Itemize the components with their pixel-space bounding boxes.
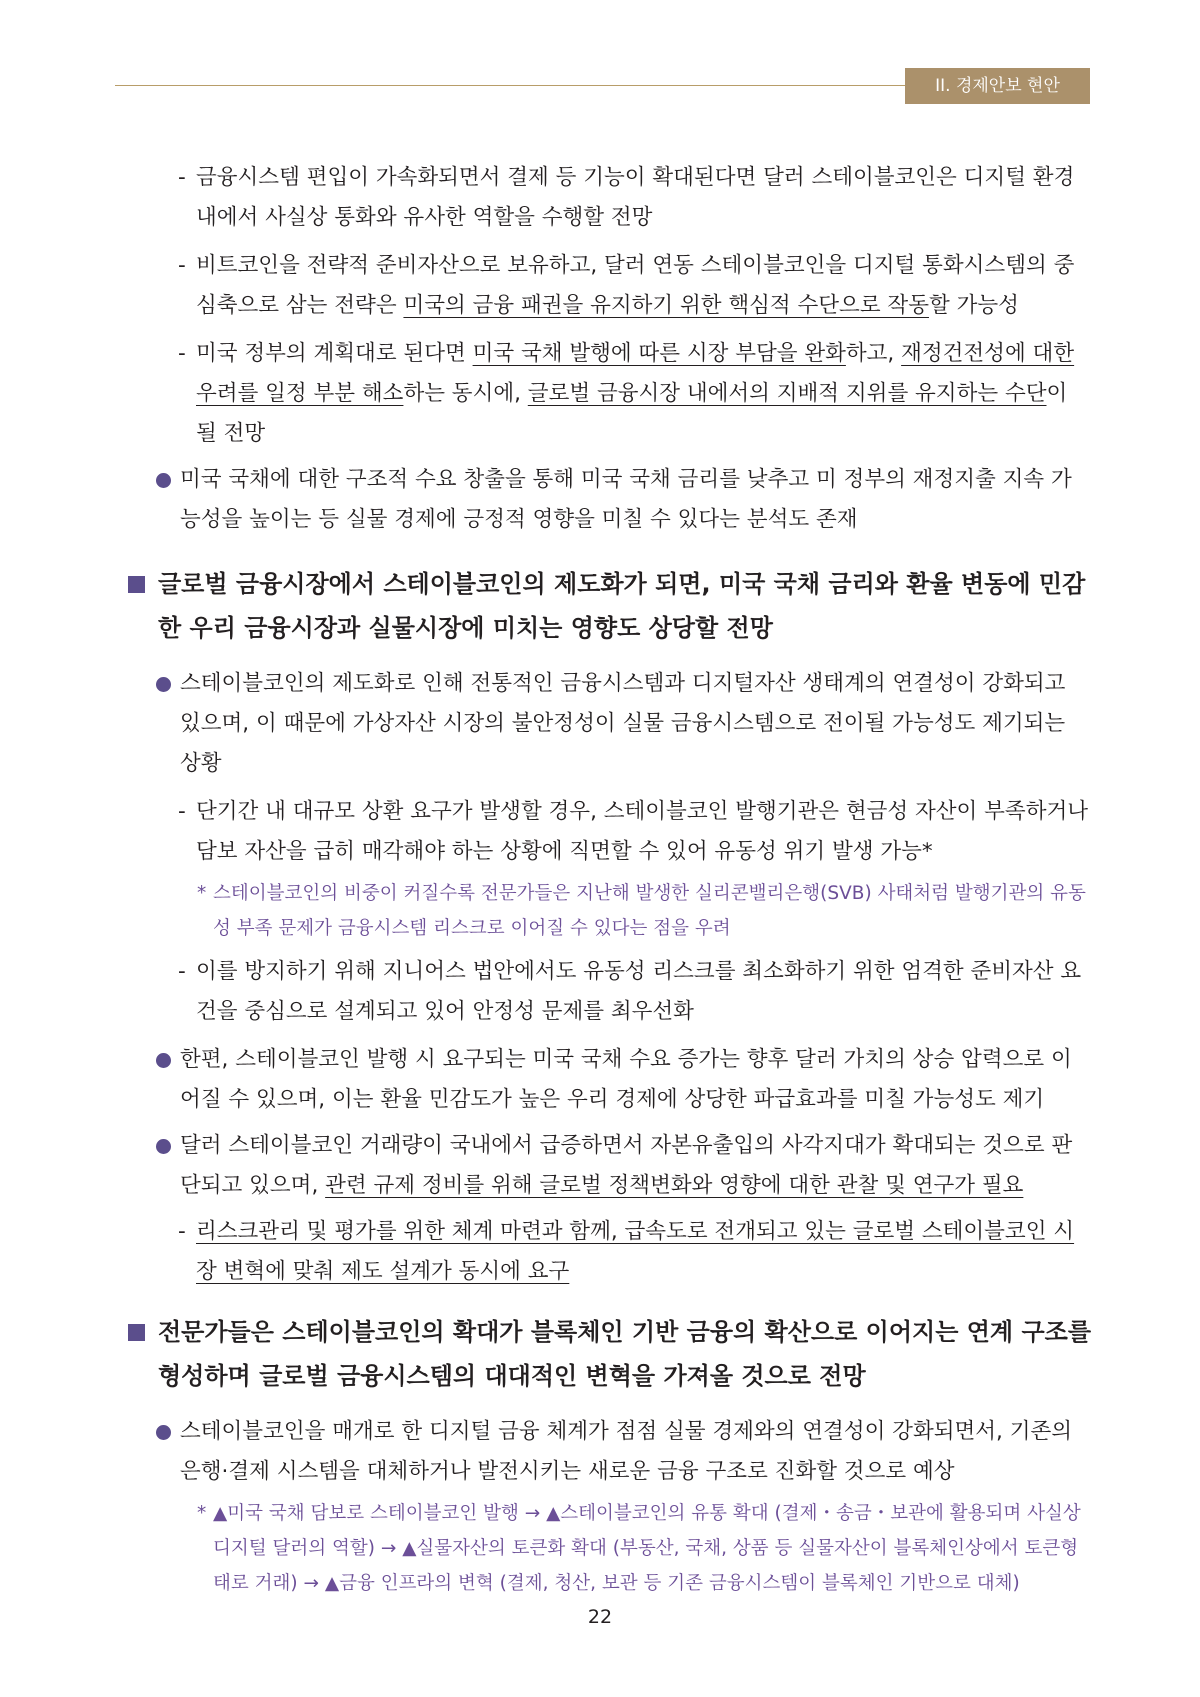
item-text xyxy=(196,792,1090,872)
document-body xyxy=(0,158,1200,1601)
item-text xyxy=(213,1496,1090,1601)
dash-marker: - xyxy=(178,253,186,278)
text-segment: 미국 정부의 계획대로 된다면 xyxy=(196,341,473,366)
item-text xyxy=(196,334,1090,454)
dash-item xyxy=(0,1212,1090,1292)
page-number: 22 xyxy=(587,1606,613,1628)
underlined-text: 관련 규제 정비를 위해 글로벌 정책변화와 영향에 대한 관찰 및 연구가 필요 xyxy=(325,1173,1024,1198)
item-text xyxy=(158,562,1094,650)
dash-marker: - xyxy=(178,799,186,824)
text-segment: 한편, 스테이블코인 발행 시 요구되는 미국 국채 수요 증가는 향후 달러 가치의 상승 압력으로 이어질 수 있으며, 이는 환율 민감도가 높은 우리 경제에 상당한 파급효과를 미칠 가능성도 제기 xyxy=(180,1047,1072,1112)
item-text xyxy=(180,1126,1090,1206)
item-text xyxy=(180,460,1090,540)
dash-marker: - xyxy=(178,959,186,984)
dash-item xyxy=(0,334,1090,454)
text-segment: ▲미국 국채 담보로 스테이블코인 발행 → ▲스테이블코인의 유통 확대 (결제・송금・보관에 활용되며 사실상 디지털 달러의 역할) → ▲실물자산의 토큰화 확대 (부동산, 국채, 상품 등 실물자산이 블록체인상에서 토큰형태로 거래) → ▲금융 인프라의 변혁 (결제, 청산, 보관 등 기존 금융시스템이 블록체인 기반으로 대체) xyxy=(213,1503,1081,1594)
dash-item xyxy=(0,246,1090,326)
bullet-item xyxy=(0,1126,1090,1206)
note-item xyxy=(0,1496,1090,1601)
text-segment: 비트코인을 전략적 준비자산으로 보유하고, 달러 연동 스테이블코인을 디지털 통화시스템의 중심축으로 삼는 전략은 xyxy=(196,253,1075,318)
underlined-text: 미국 국채 발행에 따른 시장 부담을 완화 xyxy=(472,341,846,366)
text-segment: 단기간 내 대규모 상환 요구가 발생할 경우, 스테이블코인 발행기관은 현금성 자산이 부족하거나 담보 자산을 급히 매각해야 하는 상황에 직면할 수 있어 유동성 위기 발생 가능* xyxy=(196,799,1089,864)
dash-item xyxy=(0,792,1090,872)
bullet-item xyxy=(0,664,1090,784)
item-text xyxy=(196,952,1090,1032)
item-text xyxy=(158,1310,1094,1398)
bullet-icon xyxy=(156,473,171,488)
text-segment: 스테이블코인을 매개로 한 디지털 금융 체계가 점점 실물 경제와의 연결성이 강화되면서, 기존의 은행·결제 시스템을 대체하거나 발전시키는 새로운 금융 구조로 진화할 것으로 예상 xyxy=(180,1419,1073,1484)
section-item xyxy=(0,562,1094,650)
bullet-item xyxy=(0,1040,1090,1120)
item-text xyxy=(180,664,1090,784)
item-text xyxy=(196,246,1090,326)
dash-item xyxy=(0,952,1090,1032)
underlined-text: 리스크관리 및 평가를 위한 체계 마련과 함께, 급속도로 전개되고 있는 글로벌 스테이블코인 시장 변혁에 맞춰 제도 설계가 동시에 요구 xyxy=(196,1219,1075,1284)
text-segment: 글로벌 금융시장에서 스테이블코인의 제도화가 되면, 미국 국채 금리와 환율 변동에 민감한 우리 금융시장과 실물시장에 미치는 영향도 상당할 전망 xyxy=(158,570,1086,642)
item-text xyxy=(196,158,1090,238)
asterisk-marker: * xyxy=(197,1503,207,1524)
text-segment: 스테이블코인의 제도화로 인해 전통적인 금융시스템과 디지털자산 생태계의 연결성이 강화되고 있으며, 이 때문에 가상자산 시장의 불안정성이 실물 금융시스템으로 전이될 가능성도 제기되는 상황 xyxy=(180,671,1066,776)
bullet-item xyxy=(0,460,1090,540)
dash-marker: - xyxy=(178,1219,186,1244)
item-text xyxy=(180,1040,1090,1120)
underlined-text: 재정건전성에 대한 우려를 일정 부분 해소 xyxy=(196,341,1075,406)
bullet-icon xyxy=(156,1425,171,1440)
text-segment: 하고, xyxy=(845,341,902,366)
asterisk-marker: * xyxy=(197,883,207,904)
text-segment: 할 가능성 xyxy=(928,293,1019,318)
square-bullet-icon xyxy=(128,1324,145,1341)
item-text xyxy=(213,876,1090,946)
underlined-text: 글로벌 금융시장 내에서의 지배적 지위를 유지하는 수단 xyxy=(527,381,1047,406)
bullet-icon xyxy=(156,1139,171,1154)
dash-item xyxy=(0,158,1090,238)
section-tab: II. 경제안보 현안 xyxy=(905,68,1090,104)
dash-marker: - xyxy=(178,341,186,366)
bullet-icon xyxy=(156,1053,171,1068)
item-text xyxy=(180,1412,1090,1492)
text-segment: 미국 국채에 대한 구조적 수요 창출을 통해 미국 국채 금리를 낮추고 미 정부의 재정지출 지속 가능성을 높이는 등 실물 경제에 긍정적 영향을 미칠 수 있다는 분석도 존재 xyxy=(180,467,1072,532)
text-segment: 스테이블코인의 비중이 커질수록 전문가들은 지난해 발생한 실리콘밸리은행(SVB) 사태처럼 발행기관의 유동성 부족 문제가 금융시스템 리스크로 이어질 수 있다는 점을 우려 xyxy=(213,883,1086,939)
text-segment: 전문가들은 스테이블코인의 확대가 블록체인 기반 금융의 확산으로 이어지는 연계 구조를 형성하며 글로벌 금융시스템의 대대적인 변혁을 가져올 것으로 전망 xyxy=(158,1318,1092,1390)
item-text xyxy=(196,1212,1090,1292)
underlined-text: 미국의 금융 패권을 유지하기 위한 핵심적 수단으로 작동 xyxy=(403,293,929,318)
text-segment: 금융시스템 편입이 가속화되면서 결제 등 기능이 확대된다면 달러 스테이블코인은 디지털 환경 내에서 사실상 통화와 유사한 역할을 수행할 전망 xyxy=(196,165,1075,230)
text-segment: 하는 동시에, xyxy=(403,381,528,406)
dash-marker: - xyxy=(178,165,186,190)
text-segment: 이를 방지하기 위해 지니어스 법안에서도 유동성 리스크를 최소화하기 위한 엄격한 준비자산 요건을 중심으로 설계되고 있어 안정성 문제를 최우선화 xyxy=(196,959,1082,1024)
bullet-icon xyxy=(156,677,171,692)
text-segment: 달러 스테이블코인 거래량이 국내에서 급증하면서 자본유출입의 사각지대가 확대되는 것으로 판단되고 있으며, xyxy=(180,1133,1073,1198)
note-item xyxy=(0,876,1090,946)
header-rule xyxy=(115,85,905,86)
section-item xyxy=(0,1310,1094,1398)
square-bullet-icon xyxy=(128,576,145,593)
text-segment: 이 될 전망 xyxy=(196,381,1068,446)
bullet-item xyxy=(0,1412,1090,1492)
